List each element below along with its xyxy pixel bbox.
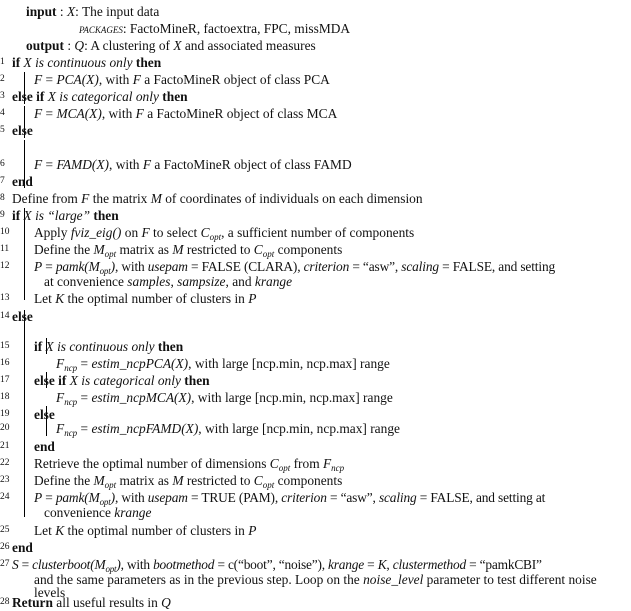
line-15-spacer (0, 321, 631, 338)
line-text: Let K the optimal number of clusters in P (34, 291, 257, 306)
line-text: end (12, 540, 33, 555)
line-number: 13 (0, 293, 10, 303)
line-text: end (12, 174, 33, 189)
line-text: F = MCA(X), with F a FactoMineR object of class MCA (34, 106, 338, 121)
line-text: else (34, 407, 55, 422)
line-text: $F_{ncp}$ = estim_ncpMCA(X), with large [ncp.min, ncp.max] range (56, 390, 393, 407)
line-number: 19 (0, 409, 10, 419)
line-text: if X is “large” then (12, 208, 119, 223)
line-25 (0, 522, 631, 539)
line-text: else if X is categorical only then (12, 89, 188, 104)
line-text: Apply fviz_eig() on F to select $C_{opt}$, a sufficient number of components (34, 225, 415, 242)
line-6 (0, 156, 631, 173)
line-4 (0, 105, 631, 122)
line-10 (0, 224, 631, 241)
line-7 (0, 173, 631, 190)
line-text: else if X is categorical only then (34, 373, 210, 388)
output-text: output : Q: A clustering of X and associated measures (26, 38, 316, 53)
line-text: $P = pamk(M_{opt})$, with usepam = TRUE (PAM), criterion = “asw”, scaling = FALSE, and setting at (34, 490, 546, 507)
line-number: 27 (0, 559, 10, 569)
line-21 (0, 438, 631, 455)
line-text: $P = pamk(M_{opt})$, with usepam = FALSE (CLARA), criterion = “asw”, scaling = FALSE, and setting (34, 259, 556, 276)
line-number: 4 (0, 108, 5, 118)
line-1 (0, 54, 631, 71)
line-number: 14 (0, 311, 10, 321)
line-28 (0, 594, 631, 611)
line-number: 15 (0, 341, 10, 351)
line-22 (0, 455, 631, 472)
line-number: 23 (0, 475, 10, 485)
line-24-cont (0, 504, 631, 521)
line-text: $F_{ncp}$ = estim_ncpPCA(X), with large [ncp.min, ncp.max] range (56, 356, 390, 373)
line-number: 18 (0, 392, 10, 402)
line-number: 8 (0, 193, 5, 203)
line-23 (0, 472, 631, 489)
line-number: 21 (0, 441, 10, 451)
line-26 (0, 539, 631, 556)
line-15-main (0, 338, 631, 355)
input-text: input : X: The input data (26, 4, 160, 19)
line-text: Define from F the matrix M of coordinates of individuals on each dimension (12, 191, 423, 206)
line-8 (0, 190, 631, 207)
line-17 (0, 372, 631, 389)
line-number: 7 (0, 176, 5, 186)
line-13 (0, 290, 631, 307)
line-5 (0, 122, 631, 139)
line-number: 17 (0, 375, 10, 385)
line-number: 16 (0, 358, 10, 368)
line-number: 20 (0, 423, 10, 433)
line-12-cont (0, 273, 631, 290)
line-text: levels (34, 585, 66, 600)
line-number: 12 (0, 261, 10, 271)
line-number: 3 (0, 91, 5, 101)
line-number: 2 (0, 74, 5, 84)
line-number: 22 (0, 458, 10, 468)
comment-line (0, 403, 631, 420)
comment-line (0, 140, 631, 157)
line-text: $S = clusterboot(M_{opt})$, with bootmethod = c(“boot”, “noise”), krange = K, clustermethod = “pamkCBI” (12, 557, 542, 574)
line-text: else (12, 309, 33, 324)
line-text: else (12, 123, 33, 138)
line-text: end (34, 439, 55, 454)
line-text: if X is continuous only then (12, 55, 162, 70)
line-number: 11 (0, 244, 10, 254)
line-11 (0, 241, 631, 258)
line-2 (0, 71, 631, 88)
line-text: F = FAMD(X), with F a FactoMineR object of class FAMD (34, 157, 352, 172)
line-3 (0, 88, 631, 105)
line-text: convenience krange (44, 505, 152, 520)
line-number: 9 (0, 210, 5, 220)
line-text: at convenience samples, sampsize, and krange (44, 274, 293, 289)
line-16 (0, 355, 631, 372)
line-text: Retrieve the optimal number of dimensions $C_{opt}$ from $F_{ncp}$ (34, 456, 345, 473)
packages-text: packages: FactoMineR, factoextra, FPC, missMDA (79, 21, 351, 36)
line-number: 10 (0, 227, 10, 237)
line-number: 28 (0, 597, 10, 607)
line-text: $F_{ncp}$ = estim_ncpFAMD(X), with large [ncp.min, ncp.max] range (56, 421, 400, 438)
line-text: F = PCA(X), with F a FactoMineR object of class PCA (34, 72, 330, 87)
line-9 (0, 207, 631, 224)
line-number: 26 (0, 542, 10, 552)
line-text: Define the $M_{opt}$ matrix as M restricted to $C_{opt}$ components (34, 242, 343, 259)
line-text: Define the $M_{opt}$ matrix as M restricted to $C_{opt}$ components (34, 473, 343, 490)
line-text: Let K the optimal number of clusters in P (34, 523, 257, 538)
line-number: 24 (0, 492, 10, 502)
line-number: 6 (0, 159, 5, 169)
line-text: and the same parameters as in the previous step. Loop on the noise_level parameter to test different noise (34, 572, 597, 587)
line-20 (0, 420, 631, 437)
line-text: Return all useful results in Q (12, 595, 171, 610)
line-number: 25 (0, 525, 10, 535)
line-number: 5 (0, 125, 5, 135)
line-text: if X is continuous only then (34, 339, 184, 354)
line-number: 1 (0, 57, 5, 67)
